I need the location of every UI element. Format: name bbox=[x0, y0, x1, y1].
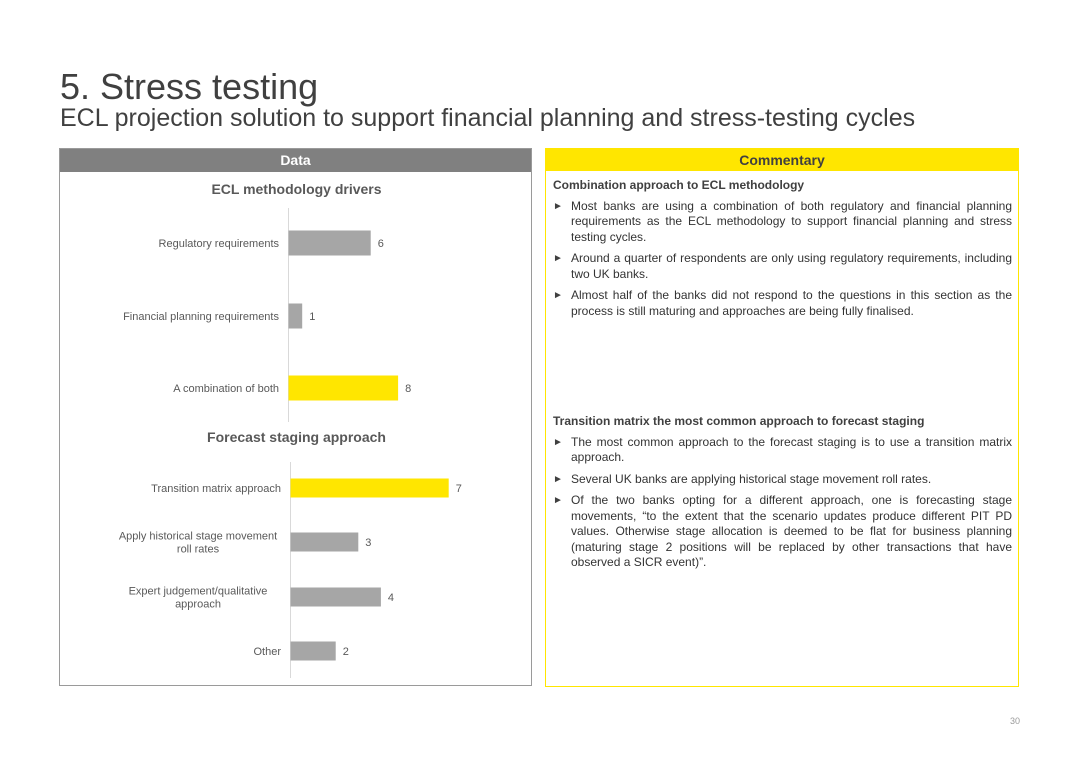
data-panel-header: Data bbox=[60, 149, 531, 172]
chart-bar bbox=[291, 588, 381, 607]
commentary-section-1 bbox=[553, 178, 1012, 325]
chart-data-label: 7 bbox=[455, 483, 462, 495]
chart-category-label: Expert judgement/qualitative approach bbox=[128, 585, 268, 611]
chart-title-forecast-staging: Forecast staging approach bbox=[207, 429, 386, 445]
bullet-item: ► The most common approach to the forecast staging is to use a transition matrix approach. bbox=[553, 434, 1012, 464]
bullet-item: ► Several UK banks are applying historical stage movement roll rates. bbox=[553, 471, 932, 486]
chart-data-label: 6 bbox=[377, 238, 384, 250]
chart-category-label: Transition matrix approach bbox=[151, 483, 281, 495]
section-title: Combination approach to ECL methodology bbox=[553, 178, 805, 192]
bullet-arrow-icon: ► bbox=[553, 495, 563, 506]
bullet-arrow-icon: ► bbox=[553, 436, 563, 448]
commentary-panel-header: Commentary bbox=[546, 149, 1018, 171]
chart-data-label: 8 bbox=[405, 383, 412, 395]
commentary-section-2 bbox=[553, 414, 1012, 577]
chart-bar bbox=[291, 479, 449, 498]
chart-bar bbox=[291, 642, 336, 661]
chart-data-label: 4 bbox=[387, 592, 395, 604]
chart-category-label: Other bbox=[253, 646, 281, 658]
chart-category-label: Apply historical stage movement roll rates bbox=[118, 530, 278, 556]
bullet-arrow-icon: ► bbox=[553, 290, 563, 301]
chart-data-label: 3 bbox=[365, 537, 372, 549]
page-title: 5. Stress testing bbox=[60, 66, 319, 107]
ecl-drivers-chart bbox=[123, 208, 411, 422]
bullet-arrow-icon: ► bbox=[553, 253, 563, 264]
section-title: Transition matrix the most common approach to forecast staging bbox=[553, 414, 925, 428]
chart-category-label: A combination of both bbox=[173, 383, 279, 395]
bullet-arrow-icon: ► bbox=[553, 473, 563, 485]
bullet-item: ► Almost half of the banks did not respond to the questions in this section as the process is still maturing and approaches are being fully finalised. bbox=[553, 288, 1012, 318]
bullet-item: ► Most banks are using a combination of both regulatory and financial planning requirements as the ECL methodology to support financial planning and stress testing cycles. bbox=[553, 198, 1012, 244]
page-subtitle: ECL projection solution to support financial planning and stress-testing cycles bbox=[60, 104, 916, 132]
page-number: 30 bbox=[1009, 716, 1020, 726]
chart-title-ecl-drivers: ECL methodology drivers bbox=[211, 181, 382, 197]
bullet-item: ► Of the two banks opting for a different approach, one is forecasting stage movements, “to the extent that the scenario updates produce different PIT PD values. Otherwise stage allocation is deemed to be flat for business planning (maturing stage 2 positions will be replaced by other transactions that have observed a SICR event)”. bbox=[553, 493, 1012, 569]
chart-data-label: 1 bbox=[309, 311, 316, 323]
chart-bar bbox=[291, 533, 359, 552]
forecast-staging-chart bbox=[119, 462, 462, 678]
chart-bar bbox=[289, 231, 371, 256]
chart-data-label: 2 bbox=[342, 646, 349, 658]
chart-category-label: Regulatory requirements bbox=[158, 238, 279, 250]
chart-bar bbox=[289, 304, 303, 329]
chart-bar bbox=[289, 376, 399, 401]
chart-category-label: Financial planning requirements bbox=[123, 311, 279, 323]
bullet-arrow-icon: ► bbox=[553, 200, 563, 212]
bullet-item: ► Around a quarter of respondents are only using regulatory requirements, including two UK banks. bbox=[553, 251, 1012, 281]
